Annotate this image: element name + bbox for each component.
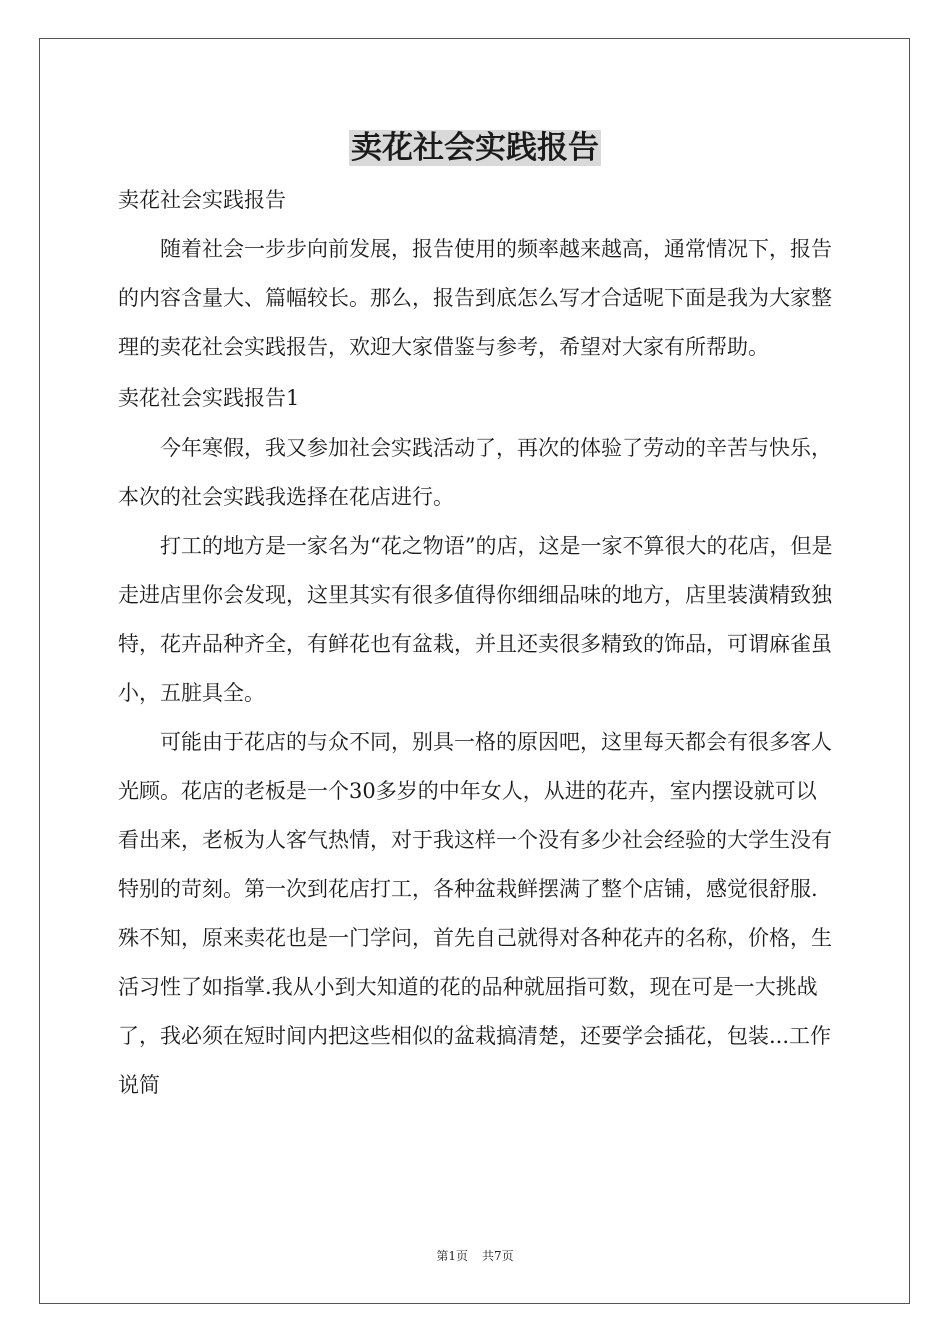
body-paragraph: 打工的地方是一家名为“花之物语”的店，这是一家不算很大的花店，但是走进店里你会发现，这里其实有很多值得你细细品味的地方，店里装潢精致独特，花卉品种齐全，有鲜花也有盆栽，并且还卖很多精致的饰品，可谓麻雀虽小，五脏具全。 (118, 534, 833, 705)
body-paragraph: 可能由于花店的与众不同，别具一格的原因吧，这里每天都会有很多客人光顾。花店的老板是一个30多岁的中年女人，从进的花卉，室内摆设就可以看出来，老板为人客气热情，对于我这样一个没有多少社会经验的大学生没有特别的苛刻。第一次到花店打工，各种盆栽鲜摆满了整个店铺，感觉很舒服.殊不知，原来卖花也是一门学问，首先自己就得对各种花卉的名称，价格，生活习性了如指掌.我从小到大知道的花的品种就屈指可数，现在可是一大挑战了，我必须在短时间内把这些相似的盆栽搞清楚，还要学会插花，包装...工作说简 (118, 730, 832, 1097)
intro-paragraph: 随着社会一步步向前发展，报告使用的频率越来越高，通常情况下，报告的内容含量大、篇幅较长。那么，报告到底怎么写才合适呢下面是我为大家整理的卖花社会实践报告，欢迎大家借鉴与参考，希望对大家有所帮助。 (118, 237, 832, 359)
page-number-total: 共7页 (482, 1249, 514, 1263)
page-number-current: 第1页 (436, 1249, 468, 1263)
section-heading-1: 卖花社会实践报告1 (118, 386, 300, 410)
document-title (0, 124, 950, 172)
body-paragraph: 今年寒假，我又参加社会实践活动了，再次的体验了劳动的辛苦与快乐，本次的社会实践我选择在花店进行。 (118, 436, 832, 509)
section-heading: 卖花社会实践报告 (118, 188, 286, 212)
document-title-text: 卖花社会实践报告 (351, 130, 599, 166)
document-body (118, 176, 834, 1110)
page-footer (0, 1247, 950, 1264)
